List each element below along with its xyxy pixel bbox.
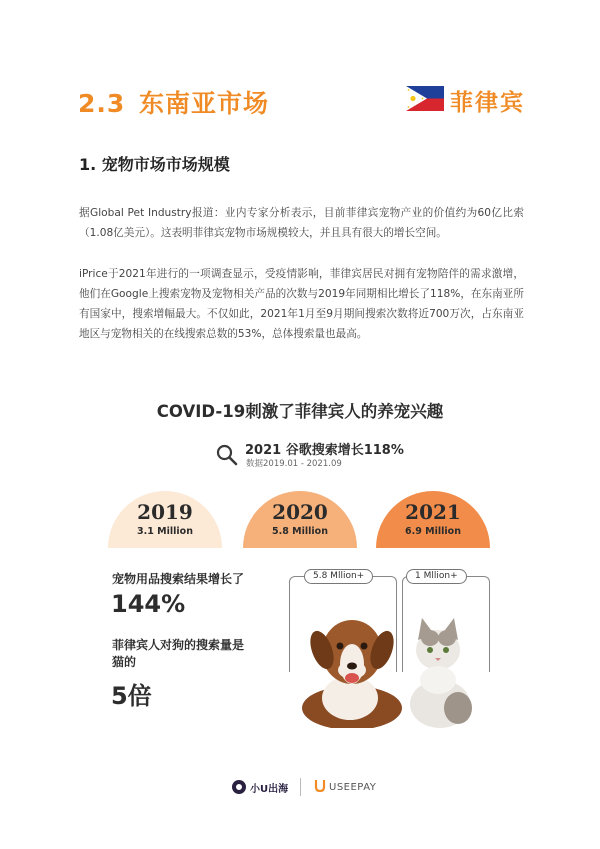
- year-dome-2019: [108, 491, 222, 548]
- xiaou-logo: [232, 779, 288, 795]
- growth-period: 数据2019.01 - 2021.09: [246, 459, 342, 469]
- year-amount: 3.1 Million: [137, 526, 193, 537]
- year-label: 2020: [272, 500, 328, 524]
- footer-divider: [300, 778, 301, 796]
- year-label: 2019: [137, 500, 193, 524]
- country-name: 菲律宾: [450, 90, 525, 116]
- stat-value-dog-vs-cat: 5倍: [111, 682, 152, 710]
- useepay-logo: [314, 779, 376, 795]
- dog-search-count-label: 5.8 Mllion+: [304, 569, 373, 584]
- section-title: [78, 84, 269, 120]
- year-label: 2021: [405, 500, 461, 524]
- xiaou-logo-text: 小U出海: [250, 783, 289, 795]
- section-number: 2.3: [78, 89, 126, 118]
- year-amount: 5.8 Million: [272, 526, 328, 537]
- stat-label-growth: 宠物用品搜索结果增长了: [112, 572, 245, 586]
- growth-title: 2021 谷歌搜索增长118%: [245, 443, 404, 458]
- year-dome-2021: [376, 491, 490, 548]
- infographic-title: COVID-19刺激了菲律宾人的养宠兴趣: [156, 402, 444, 421]
- useepay-logo-text: USEEPAY: [329, 781, 377, 793]
- xiaou-logo-mark-icon: [232, 780, 246, 794]
- cat-search-count-label: 1 Mllion+: [406, 569, 467, 584]
- philippines-flag-icon: [406, 86, 444, 111]
- subsection-title: 1. 宠物市场市场规模: [79, 155, 230, 174]
- stat-value-growth: 144%: [111, 590, 186, 618]
- useepay-logo-mark-icon: [314, 778, 326, 797]
- paragraph-1: 据Global Pet Industry报道：业内专家分析表示，目前菲律宾宠物产业的价值约为60亿比索（1.08亿美元）。这表明菲律宾宠物市场规模较大，并且具有很大的增长空间。: [79, 207, 524, 239]
- year-dome-2020: [243, 491, 357, 548]
- search-icon: [215, 443, 239, 467]
- paragraph-2: iPrice于2021年进行的一项调查显示，受疫情影响，菲律宾居民对拥有宠物陪伴的需求激增，他们在Google上搜索宠物及宠物相关产品的次数与2019年同期相比增长了118%，在东南亚所有国家中，搜索增幅最大。不仅如此，2021年1月至9月期间搜索次数将近700万次，占东南亚地区与宠物相关的在线搜索总数的53%，总体搜索量也最高。: [79, 268, 524, 340]
- stat-label-dog-vs-cat: 菲律宾人对狗的搜索量是猫的: [112, 638, 245, 669]
- year-amount: 6.9 Million: [405, 526, 461, 537]
- dog-and-cat-image: [290, 600, 490, 728]
- section-title-text: 东南亚市场: [139, 89, 270, 118]
